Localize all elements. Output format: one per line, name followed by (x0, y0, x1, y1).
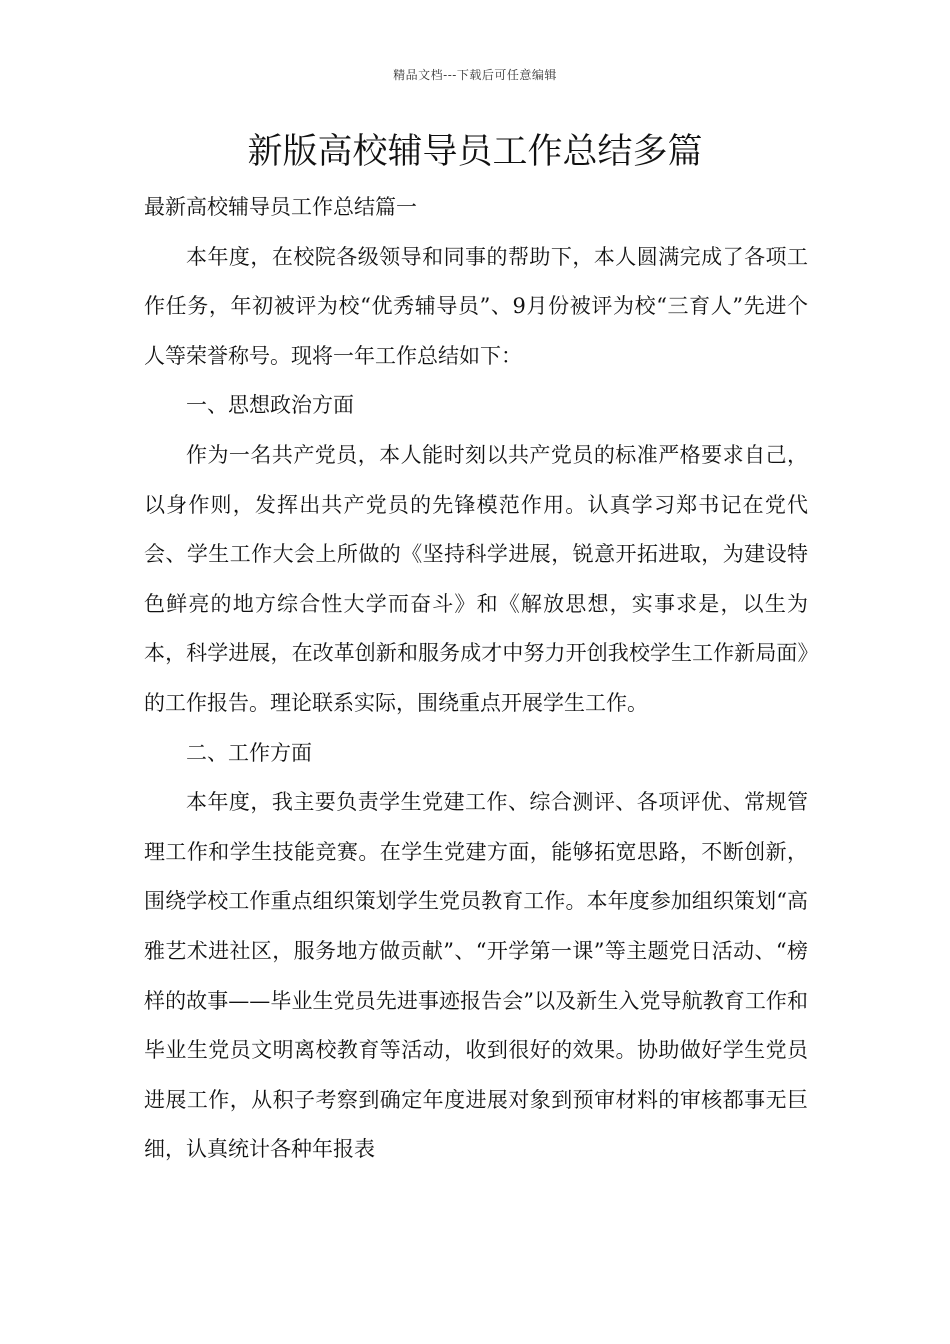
section-subtitle: 最新高校辅导员工作总结篇一 (144, 195, 417, 219)
paragraph-intro: 本年度，在校院各级领导和同事的帮助下，本人圆满完成了各项工作任务，年初被评为校“优秀辅导员”、9月份被评为校“三育人”先进个人等荣誉称号。现将一年工作总结如下： (144, 244, 808, 368)
section-heading-work: 二、工作方面 (186, 740, 312, 765)
document-body (144, 183, 808, 1175)
section-heading-political: 一、思想政治方面 (186, 393, 354, 418)
paragraph-work: 本年度，我主要负责学生党建工作、综合测评、各项评优、常规管理工作和学生技能竞赛。在学生党建方面，能够拓宽思路，不断创新，围绕学校工作重点组织策划学生党员教育工作。本年度参加组织策划“高雅艺术进社区，服务地方做贡献”、“开学第一课”等主题党日活动、“榜样的故事——毕业生党员先进事迹报告会”以及新生入党导航教育工作和毕业生党员文明离校教育等活动，收到很好的效果。协助做好学生党员进展工作，从积子考察到确定年度进展对象到预审材料的审核都事无巨细，认真统计各种年报表 (144, 790, 808, 1162)
header-note: 精品文档---下载后可任意编辑 (393, 68, 557, 82)
document-title: 新版高校辅导员工作总结多篇 (247, 132, 703, 172)
paragraph-political: 作为一名共产党员，本人能时刻以共产党员的标准严格要求自己，以身作则，发挥出共产党员的先锋模范作用。认真学习郑书记在党代会、学生工作大会上所做的《坚持科学进展，锐意开拓进取，为建设特色鲜亮的地方综合性大学而奋斗》和《解放思想，实事求是，以生为本，科学进展，在改革创新和服务成才中努力开创我校学生工作新局面》的工作报告。理论联系实际，围绕重点开展学生工作。 (144, 442, 808, 715)
